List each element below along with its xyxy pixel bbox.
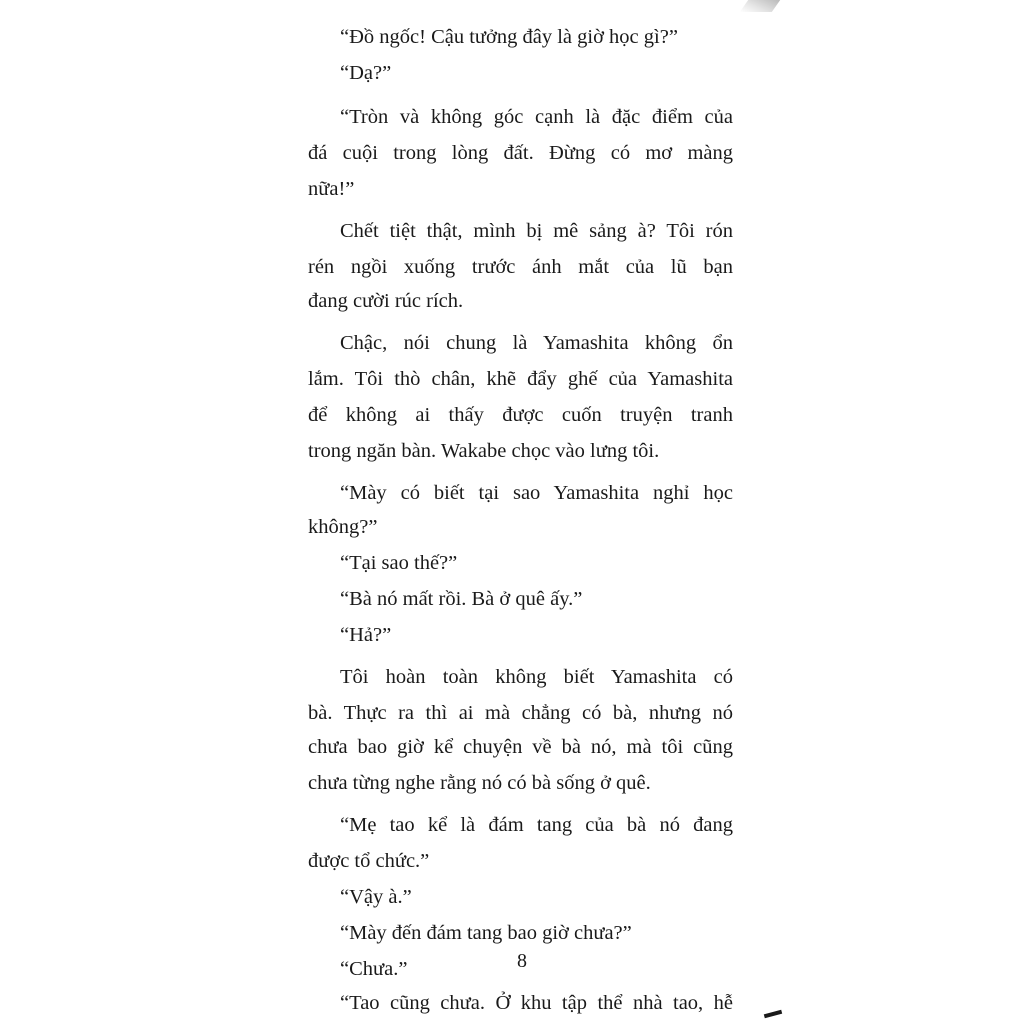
text-line: để không ai thấy được cuốn truyện tranh	[308, 404, 733, 426]
text-line: lắm. Tôi thò chân, khẽ đẩy ghế của Yamashita	[308, 368, 733, 390]
text-line: “Mẹ tao kể là đám tang của bà nó đang	[340, 814, 733, 836]
page-edge-mark	[764, 1010, 782, 1019]
text-line: “Dạ?”	[340, 62, 392, 84]
text-line: đang cười rúc rích.	[308, 290, 464, 312]
text-line: “Tao cũng chưa. Ở khu tập thể nhà tao, hễ	[340, 992, 733, 1014]
page-curl-shadow	[740, 0, 780, 12]
text-line: trong ngăn bàn. Wakabe chọc vào lưng tôi.	[308, 440, 660, 462]
text-line: chưa bao giờ kể chuyện về bà nó, mà tôi cũng	[308, 736, 733, 758]
text-line: bà. Thực ra thì ai mà chẳng có bà, nhưng nó	[308, 702, 733, 724]
text-line: Tôi hoàn toàn không biết Yamashita có	[340, 666, 733, 688]
text-line: “Bà nó mất rồi. Bà ở quê ấy.”	[340, 588, 583, 610]
text-line: “Mày có biết tại sao Yamashita nghỉ học	[340, 482, 733, 504]
text-line: chưa từng nghe rằng nó có bà sống ở quê.	[308, 772, 651, 794]
text-line: không?”	[308, 516, 378, 538]
text-line: “Tròn và không góc cạnh là đặc điểm của	[340, 106, 733, 128]
text-line: “Chưa.”	[340, 958, 408, 980]
text-line: nữa!”	[308, 178, 355, 200]
text-line: “Đồ ngốc! Cậu tưởng đây là giờ học gì?”	[340, 26, 678, 48]
text-line: “Hả?”	[340, 624, 392, 646]
text-line: được tổ chức.”	[308, 850, 430, 872]
text-line: “Vậy à.”	[340, 886, 412, 908]
text-line: Chết tiệt thật, mình bị mê sảng à? Tôi rón	[340, 220, 733, 242]
page-number: 8	[517, 950, 527, 972]
text-line: đá cuội trong lòng đất. Đừng có mơ màng	[308, 142, 733, 164]
text-line: Chậc, nói chung là Yamashita không ổn	[340, 332, 733, 354]
text-line: “Tại sao thế?”	[340, 552, 458, 574]
text-line: rén ngồi xuống trước ánh mắt của lũ bạn	[308, 256, 733, 278]
text-line: “Mày đến đám tang bao giờ chưa?”	[340, 922, 632, 944]
